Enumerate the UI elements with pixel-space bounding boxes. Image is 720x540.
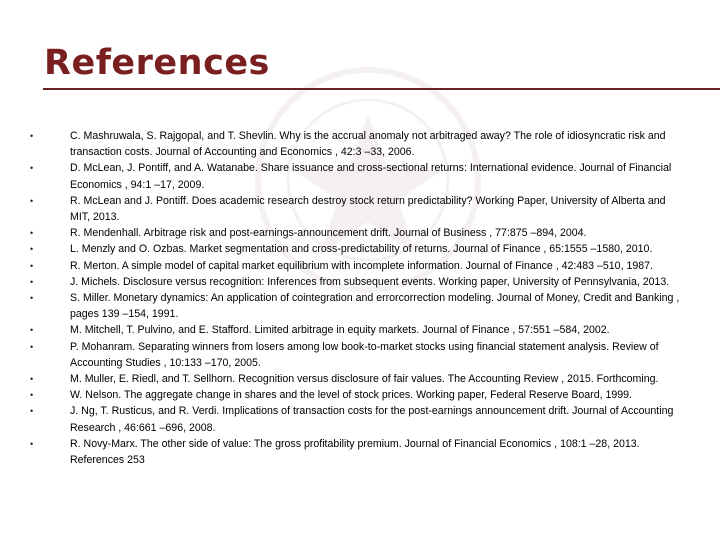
bullet-icon: • xyxy=(30,325,34,336)
reference-item xyxy=(30,290,680,322)
reference-list xyxy=(30,128,680,468)
reference-text: R. Mendenhall. Arbitrage risk and post-earnings-announcement drift. Journal of Business , 77:875 –894, 2004. xyxy=(70,227,587,240)
bullet-icon: • xyxy=(30,341,34,352)
reference-text: R. Novy-Marx. The other side of value: The gross profitability premium. Journal of Financial Economics , 108:1 –28, 2013. References 253 xyxy=(70,437,640,467)
bullet-icon: • xyxy=(30,260,34,271)
reference-text: S. Miller. Monetary dynamics: An application of cointegration and errorcorrection modeling. Journal of Money, Credit and Banking , pages 139 –154, 1991. xyxy=(70,292,680,321)
reference-item xyxy=(30,339,680,371)
reference-text: R. Merton. A simple model of capital market equilibrium with incomplete information. Journal of Finance , 42:483 –510, 1987. xyxy=(70,259,653,272)
reference-item xyxy=(30,387,680,403)
reference-text: M. Mitchell, T. Pulvino, and E. Stafford. Limited arbitrage in equity markets. Journal of Finance , 57:551 –584, 2002. xyxy=(70,324,610,337)
reference-item xyxy=(30,225,680,241)
slide-title: References xyxy=(44,43,270,83)
bullet-icon: • xyxy=(30,374,34,385)
bullet-icon: • xyxy=(30,293,34,304)
bullet-icon: • xyxy=(30,195,34,206)
bullet-icon: • xyxy=(30,131,34,141)
reference-text: C. Mashruwala, S. Rajgopal, and T. Shevlin. Why is the accrual anomaly not arbitraged away? The role of idiosyncratic risk and transaction costs. Journal of Accounting and Economics , 42:3 –33, 2006. xyxy=(70,130,666,159)
reference-item xyxy=(30,371,680,387)
bullet-icon: • xyxy=(30,438,34,449)
bullet-icon: • xyxy=(30,406,34,417)
reference-item xyxy=(30,403,680,435)
reference-item xyxy=(30,241,680,257)
title-divider xyxy=(43,88,720,90)
bullet-icon: • xyxy=(30,163,34,174)
bullet-icon: • xyxy=(30,276,34,287)
bullet-icon: • xyxy=(30,228,34,239)
reference-item xyxy=(30,274,680,290)
reference-text: W. Nelson. The aggregate change in shares and the level of stock prices. Working paper, Federal Reserve Board, 1999. xyxy=(70,389,632,402)
reference-item xyxy=(30,128,680,160)
reference-text: L. Menzly and O. Ozbas. Market segmentation and cross-predictability of returns. Journal of Finance , 65:1555 –1580, 2010. xyxy=(70,243,653,256)
bullet-icon: • xyxy=(30,390,34,401)
reference-text: M. Muller, E. Riedl, and T. Sellhorn. Recognition versus disclosure of fair values. The Accounting Review , 2015. Forthcoming. xyxy=(70,373,659,386)
reference-text: J. Michels. Disclosure versus recognition: Inferences from subsequent events. Working paper, University of Pennsylvania, 2013. xyxy=(70,275,670,288)
reference-item xyxy=(30,193,680,225)
reference-text: P. Mohanram. Separating winners from losers among low book-to-market stocks using financial statement analysis. Review of Accounting Studies , 10:133 –170, 2005. xyxy=(70,340,659,369)
bullet-icon: • xyxy=(30,244,34,255)
reference-text: R. McLean and J. Pontiff. Does academic research destroy stock return predictability? Working Paper, University of Alberta and MIT, 2013. xyxy=(70,194,666,224)
reference-item xyxy=(30,258,680,274)
reference-item xyxy=(30,322,680,338)
reference-text: D. McLean, J. Pontiff, and A. Watanabe. Share issuance and cross-sectional returns: International evidence. Journal of Financial Economics , 94:1 –17, 2009. xyxy=(70,162,672,191)
reference-item xyxy=(30,436,680,468)
reference-text: J. Ng, T. Rusticus, and R. Verdi. Implications of transaction costs for the post-earnings announcement drift. Journal of Accounting Research , 46:661 –696, 2008. xyxy=(70,405,674,434)
reference-item xyxy=(30,160,680,192)
